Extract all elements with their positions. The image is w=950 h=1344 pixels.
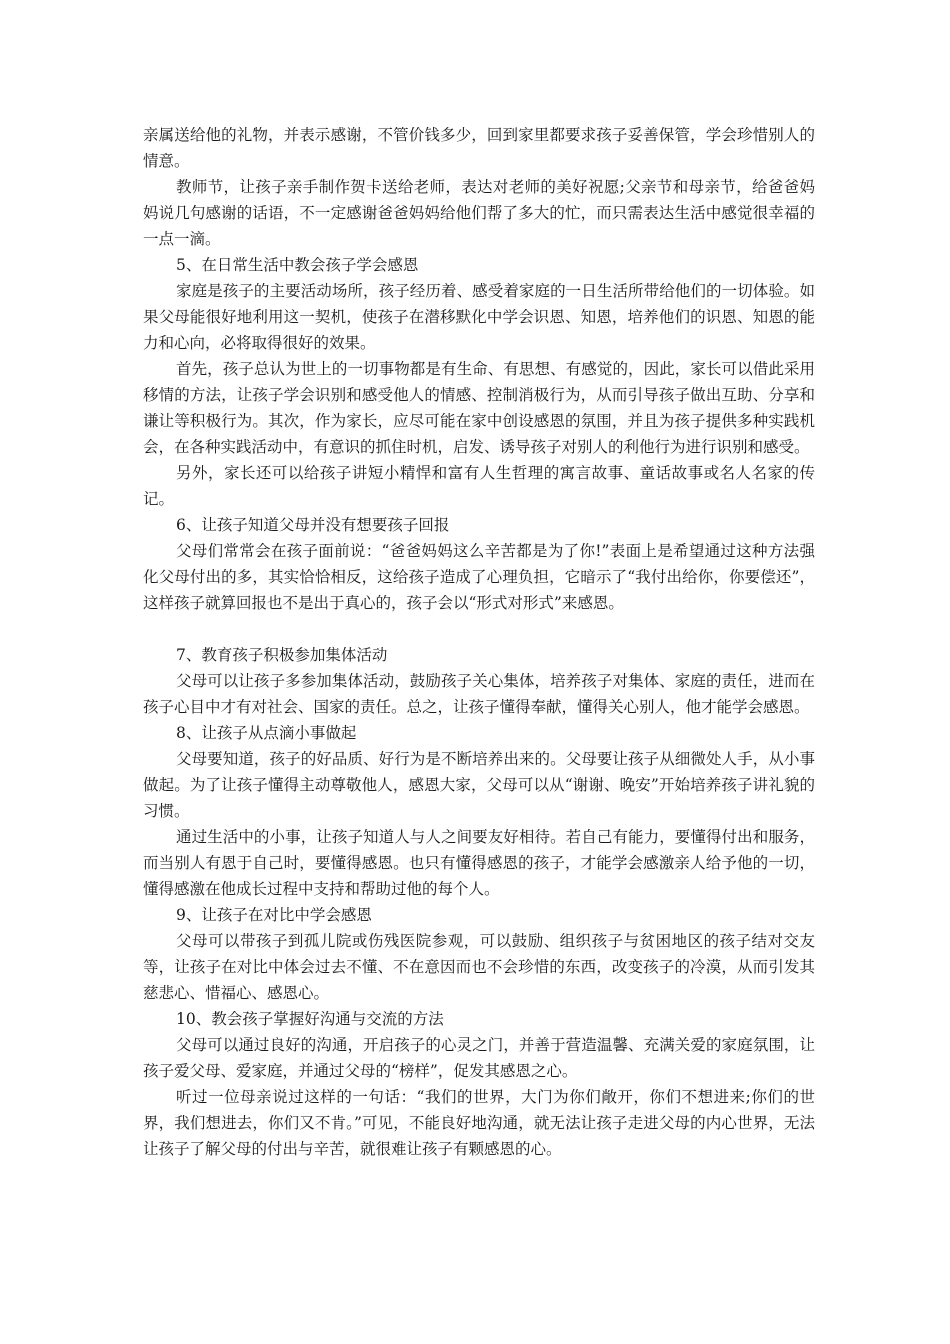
blank-line [143,616,815,642]
body-paragraph: 父母可以让孩子多参加集体活动，鼓励孩子关心集体，培养孩子对集体、家庭的责任，进而在孩子心目中才有对社会、国家的责任。总之，让孩子懂得奉献，懂得关心别人，他才能学会感恩。 [143,672,815,716]
section-heading: 10、教会孩子掌握好沟通与交流的方法 [176,1010,444,1028]
body-paragraph: 教师节，让孩子亲手制作贺卡送给老师，表达对老师的美好祝愿;父亲节和母亲节，给爸爸妈妈说几句感谢的话语，不一定感谢爸爸妈妈给他们帮了多大的忙，而只需表达生活中感觉很幸福的一点一滴。 [143,178,815,248]
body-paragraph: 父母可以通过良好的沟通，开启孩子的心灵之门，并善于营造温馨、充满关爱的家庭氛围，让孩子爱父母、爱家庭，并通过父母的“榜样”，促发其感恩之心。 [143,1036,815,1080]
body-paragraph: 听过一位母亲说过这样的一句话：“我们的世界，大门为你们敞开，你们不想进来;你们的世界，我们想进去，你们又不肯。”可见，不能良好地沟通，就无法让孩子走进父母的内心世界，无法让孩子了解父母的付出与辛苦，就很难让孩子有颗感恩的心。 [143,1088,815,1158]
body-paragraph: 通过生活中的小事，让孩子知道人与人之间要友好相待。若自己有能力，要懂得付出和服务，而当别人有恩于自己时，要懂得感恩。也只有懂得感恩的孩子，才能学会感激亲人给予他的一切，懂得感激在他成长过程中支持和帮助过他的每个人。 [143,828,815,898]
section-heading: 8、让孩子从点滴小事做起 [176,724,357,742]
body-paragraph: 父母可以带孩子到孤儿院或伤残医院参观，可以鼓励、组织孩子与贫困地区的孩子结对交友等，让孩子在对比中体会过去不懂、不在意因而也不会珍惜的东西，改变孩子的冷漠，从而引发其慈悲心、惜福心、感恩心。 [143,932,815,1002]
section-heading: 5、在日常生活中教会孩子学会感恩 [176,256,419,274]
body-paragraph: 首先，孩子总认为世上的一切事物都是有生命、有思想、有感觉的，因此，家长可以借此采用移情的方法，让孩子学会识别和感受他人的情感、控制消极行为，从而引导孩子做出互助、分享和谦让等积极行为。其次，作为家长，应尽可能在家中创设感恩的氛围，并且为孩子提供多种实践机会，在各种实践活动中，有意识的抓住时机，启发、诱导孩子对别人的利他行为进行识别和感受。 [143,360,815,456]
body-paragraph: 父母要知道，孩子的好品质、好行为是不断培养出来的。父母要让孩子从细微处人手，从小事做起。为了让孩子懂得主动尊敬他人，感恩大家，父母可以从“谢谢、晚安”开始培养孩子讲礼貌的习惯。 [143,750,815,820]
section-heading: 9、让孩子在对比中学会感恩 [176,906,372,924]
section-heading: 7、教育孩子积极参加集体活动 [176,646,388,664]
document-page [143,122,815,1162]
body-paragraph: 家庭是孩子的主要活动场所，孩子经历着、感受着家庭的一日生活所带给他们的一切体验。如果父母能很好地利用这一契机，使孩子在潜移默化中学会识恩、知恩，培养他们的识恩、知恩的能力和心向，必将取得很好的效果。 [143,282,815,352]
body-paragraph: 另外，家长还可以给孩子讲短小精悍和富有人生哲理的寓言故事、童话故事或名人名家的传记。 [143,464,815,508]
body-paragraph: 亲属送给他的礼物，并表示感谢，不管价钱多少，回到家里都要求孩子妥善保管，学会珍惜别人的情意。 [143,126,815,170]
section-heading: 6、让孩子知道父母并没有想要孩子回报 [176,516,450,534]
body-paragraph: 父母们常常会在孩子面前说：“爸爸妈妈这么辛苦都是为了你!”表面上是希望通过这种方法强化父母付出的多，其实恰恰相反，这给孩子造成了心理负担，它暗示了“我付出给你，你要偿还”，这样孩子就算回报也不是出于真心的，孩子会以“形式对形式”来感恩。 [143,542,815,612]
